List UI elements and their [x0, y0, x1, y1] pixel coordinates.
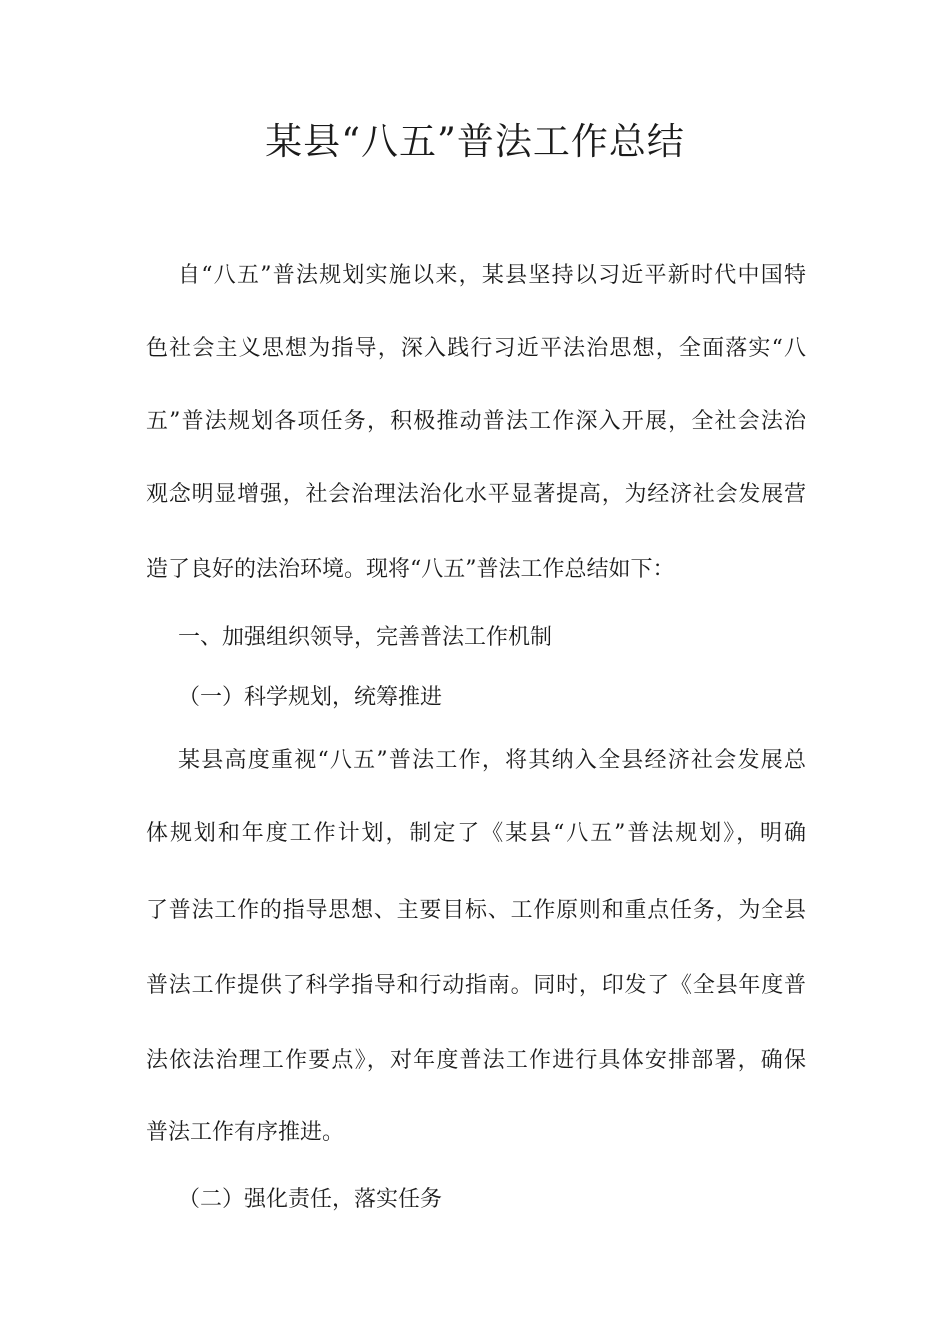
- paragraph-line: 造了良好的法治环境。现将“八五”普法工作总结如下：: [146, 557, 675, 582]
- paragraph-line: 观念明显增强，社会治理法治化水平显著提高，为经济社会发展营: [146, 482, 806, 507]
- paragraph-line: 某县高度重视“八五”普法工作，将其纳入全县经济社会发展总: [178, 748, 806, 773]
- paragraph-line: 体规划和年度工作计划，制定了《某县“八五”普法规划》，明确: [146, 821, 806, 846]
- paragraph-line: 法依法治理工作要点》，对年度普法工作进行具体安排部署，确保: [146, 1048, 806, 1073]
- subsection-heading: （二）强化责任，落实任务: [178, 1187, 443, 1212]
- paragraph-line: 普法工作提供了科学指导和行动指南。同时，印发了《全县年度普: [146, 973, 806, 998]
- subsection-heading: （一）科学规划，统筹推进: [178, 685, 443, 710]
- paragraph-line: 五”普法规划各项任务，积极推动普法工作深入开展，全社会法治: [146, 409, 806, 434]
- paragraph-line: 了普法工作的指导思想、主要目标、工作原则和重点任务，为全县: [146, 898, 806, 923]
- document-title: 某县“八五”普法工作总结: [265, 120, 685, 163]
- section-heading: 一、加强组织领导，完善普法工作机制: [178, 625, 553, 650]
- paragraph-line: 普法工作有序推进。: [146, 1120, 345, 1145]
- paragraph-line: 自“八五”普法规划实施以来，某县坚持以习近平新时代中国特: [178, 263, 806, 288]
- paragraph-line: 色社会主义思想为指导，深入践行习近平法治思想，全面落实“八: [146, 336, 806, 361]
